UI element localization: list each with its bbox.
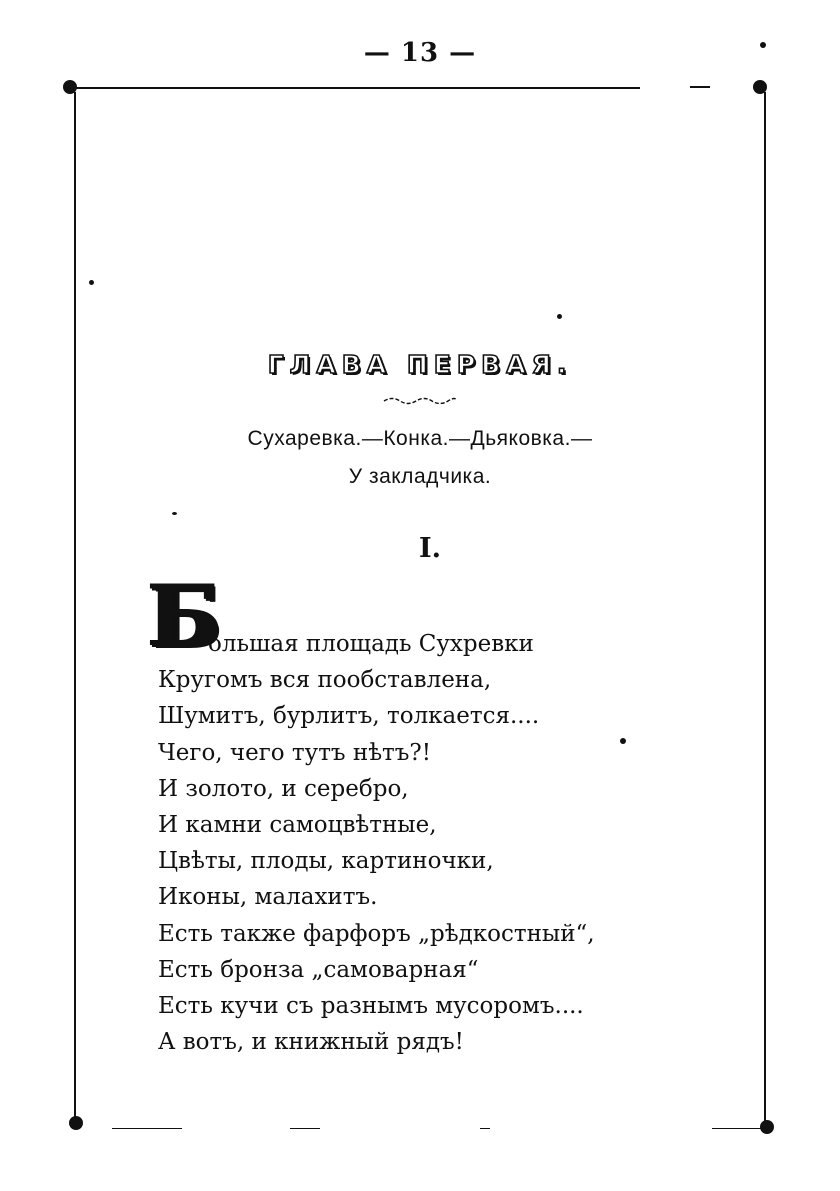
corner-ornament xyxy=(760,1120,774,1134)
corner-ornament xyxy=(69,1116,83,1130)
poem-line: Шумитъ, бурлитъ, толкается.... xyxy=(158,703,540,730)
poem-line: Иконы, малахитъ. xyxy=(158,884,378,911)
left-rule xyxy=(74,92,76,1122)
chapter-title: ГЛАВА ПЕРВАЯ. xyxy=(267,350,573,379)
ink-speck xyxy=(89,280,94,285)
drop-cap-letter: Б xyxy=(148,566,220,665)
poem-line: Есть также фарфоръ „рѣдкостный“, xyxy=(158,920,595,947)
poem-line: А вотъ, и книжный рядъ! xyxy=(158,1029,464,1056)
ink-speck xyxy=(172,512,177,515)
poem-line: Цвѣты, плоды, картиночки, xyxy=(158,848,494,875)
poem-line: Чего, чего тутъ нѣтъ?! xyxy=(158,739,431,766)
poem-line: Есть бронза „самоварная“ xyxy=(158,956,479,983)
corner-ornament xyxy=(753,80,767,94)
top-rule-fragment xyxy=(690,86,710,88)
poem-line: Кругомъ вся пообставлена, xyxy=(158,667,492,694)
chapter-subtitle-line1: Сухаревка.—Конка.—Дьяковка.— xyxy=(247,427,593,450)
chapter-subtitle-line2: У закладчика. xyxy=(348,465,492,488)
right-rule xyxy=(764,92,766,1122)
poem-line: И золото, и серебро, xyxy=(158,775,409,802)
bottom-rule-fragment xyxy=(480,1128,490,1129)
ink-speck xyxy=(620,738,626,744)
bottom-rule-fragment xyxy=(290,1128,320,1129)
top-rule xyxy=(70,87,640,89)
poem-line: Есть кучи съ разнымъ мусоромъ.... xyxy=(158,993,584,1020)
ink-speck xyxy=(557,314,562,319)
poem-line: И камни самоцвѣтные, xyxy=(158,812,437,839)
bottom-rule-fragment xyxy=(712,1128,762,1129)
section-number: I. xyxy=(418,533,442,564)
poem-line: ольшая площадь Сухревки xyxy=(208,631,534,657)
corner-ornament xyxy=(63,80,77,94)
decorative-flourish xyxy=(0,392,840,411)
bottom-rule xyxy=(112,1128,182,1129)
poem-body xyxy=(158,626,595,1060)
page-number: — 13 — xyxy=(363,38,477,68)
